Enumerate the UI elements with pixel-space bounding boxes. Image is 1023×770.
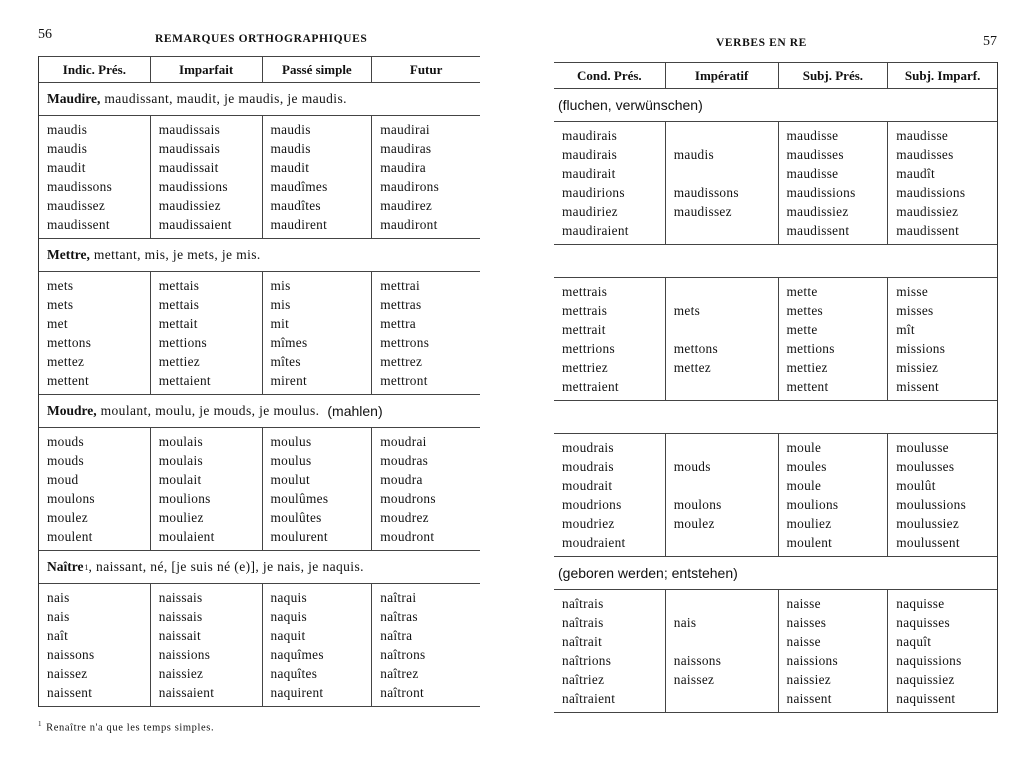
principal-parts: maudissant, maudit, je maudis, je maudis.: [104, 91, 347, 106]
verb-form: maudis: [47, 122, 88, 137]
principal-parts: moulant, moulu, je mouds, je moulus.: [100, 403, 320, 418]
tense-column: [151, 116, 263, 238]
tense-column: [372, 584, 480, 706]
verb-form: maudisse: [896, 128, 949, 143]
tense-column: [372, 272, 480, 394]
verb-form: moudrions: [562, 497, 622, 512]
tense-column: [39, 272, 151, 394]
verb-form: naîtrais: [562, 596, 604, 611]
verb-form: maudissez: [673, 204, 732, 219]
verb-form: moulus: [270, 453, 312, 468]
verb-form: moulût: [896, 478, 936, 493]
running-head: VERBES EN RE: [716, 37, 807, 49]
tense-column: [666, 434, 779, 556]
verb-form: moules: [786, 459, 827, 474]
verb-form: moulez: [673, 516, 715, 531]
tense-column: [888, 122, 997, 244]
column-header: Imparfait: [151, 57, 263, 82]
verb-form: naissons: [673, 653, 722, 668]
verb-form: moulusse: [896, 440, 949, 455]
table-header-row: [554, 62, 997, 89]
tense-column: [779, 278, 889, 400]
verb-form: moulait: [158, 472, 202, 487]
verb-form: naquis: [270, 609, 308, 624]
verb-form: naîtras: [380, 609, 418, 624]
verb-form: maudit: [47, 160, 86, 175]
verb-form: mettent: [47, 373, 89, 388]
conjugation-table: [554, 62, 998, 713]
verb-form: moulons: [673, 497, 722, 512]
verb-form: maudirai: [380, 122, 430, 137]
verb-form: naissais: [158, 609, 203, 624]
verb-form: missiez: [896, 360, 939, 375]
verb-infinitive: Maudire,: [47, 91, 101, 106]
verb-form: naîtront: [380, 685, 425, 700]
footnote: [38, 720, 214, 734]
verb-form: mette: [786, 322, 818, 337]
tense-column: [263, 584, 373, 706]
verb-form: maudis: [673, 147, 714, 162]
tense-column: [151, 428, 263, 550]
verb-form: maudis: [270, 122, 311, 137]
verb-form: [674, 533, 772, 552]
verb-form: maudirait: [562, 166, 616, 181]
tense-column: [372, 116, 480, 238]
verb-form: mît: [896, 322, 915, 337]
verb-form: moulussent: [896, 535, 960, 550]
verb-form: moulons: [47, 491, 95, 506]
verb-form: mettais: [158, 278, 200, 293]
verb-form: naissions: [786, 653, 838, 668]
principal-parts: mettant, mis, je mets, je mis.: [93, 247, 261, 262]
page-number: 56: [38, 27, 52, 42]
verb-form: naquirent: [270, 685, 324, 700]
verb-form: maudissions: [896, 185, 966, 200]
verb-form: naissiez: [786, 672, 831, 687]
tense-column: [39, 584, 151, 706]
verb-form: moudrait: [562, 478, 613, 493]
verb-form: mets: [673, 303, 701, 318]
conjugation-row: [39, 272, 480, 395]
footnote-text: Renaître n'a que les temps simples.: [46, 722, 215, 734]
verb-form: naisse: [786, 596, 821, 611]
verb-form: mettrais: [562, 303, 608, 318]
verb-form: moud: [47, 472, 79, 487]
verb-form: naissiez: [158, 666, 204, 681]
verb-form: nais: [673, 615, 697, 630]
verb-form: naîtrai: [380, 590, 417, 605]
verb-form: [674, 126, 772, 145]
verb-form: maudîtes: [270, 198, 321, 213]
tense-column: [888, 590, 997, 712]
verb-form: maudiraient: [562, 223, 629, 238]
verb-form: naissez: [673, 672, 715, 687]
conjugation-table: [38, 56, 480, 707]
verb-form: moulaient: [158, 529, 215, 544]
verb-form: naquîmes: [270, 647, 324, 662]
verb-form: moulais: [158, 453, 203, 468]
column-header: Impératif: [666, 63, 779, 88]
tense-column: [779, 590, 889, 712]
verb-form: moulions: [786, 497, 839, 512]
verb-form: maudissaient: [158, 217, 232, 232]
verb-form: moudrais: [562, 459, 614, 474]
verb-form: mets: [47, 297, 74, 312]
german-gloss: (fluchen, verwünschen): [558, 97, 703, 113]
verb-form: mettes: [786, 303, 824, 318]
footnote-reference: 1: [84, 562, 89, 572]
verb-form: mettait: [158, 316, 198, 331]
conjugation-row: [554, 590, 997, 713]
verb-form: met: [47, 316, 68, 331]
verb-form: moudront: [380, 529, 435, 544]
verb-form: mettons: [673, 341, 718, 356]
verb-form: naissait: [158, 628, 202, 643]
column-header: Passé simple: [263, 57, 373, 82]
tense-column: [263, 272, 373, 394]
verb-form: maudis: [270, 141, 311, 156]
tense-column: [39, 116, 151, 238]
verb-form: maudissions: [786, 185, 856, 200]
principal-parts: , naissant, né, [je suis né (e)], je nais, je naquis.: [88, 559, 364, 574]
verb-form: maudit: [270, 160, 310, 175]
verb-heading: [554, 401, 997, 434]
verb-form: mîmes: [270, 335, 308, 350]
verb-form: maudisses: [896, 147, 954, 162]
verb-form: naîtrions: [562, 653, 612, 668]
conjugation-row: [39, 584, 480, 707]
verb-form: moulais: [158, 434, 203, 449]
verb-form: moulut: [270, 472, 310, 487]
verb-form: [674, 689, 772, 708]
verb-form: [674, 632, 772, 651]
column-header: Indic. Prés.: [39, 57, 151, 82]
verb-form: mettons: [47, 335, 92, 350]
verb-form: maudissait: [158, 160, 219, 175]
verb-form: mis: [270, 278, 291, 293]
verb-form: maudissais: [158, 122, 221, 137]
verb-form: naîtrons: [380, 647, 426, 662]
verb-form: mettrai: [380, 278, 421, 293]
tense-column: [779, 434, 889, 556]
verb-form: maudissais: [158, 141, 221, 156]
verb-form: moulurent: [270, 529, 328, 544]
verb-form: mettez: [47, 354, 85, 369]
verb-form: maudirais: [562, 147, 618, 162]
verb-form: naquisse: [896, 596, 945, 611]
verb-form: naîtra: [380, 628, 413, 643]
verb-form: naquissent: [896, 691, 956, 706]
verb-form: maudissent: [786, 223, 850, 238]
verb-form: mettiez: [786, 360, 828, 375]
conjugation-row: [554, 278, 997, 401]
verb-form: moudrais: [562, 440, 614, 455]
verb-form: maudissez: [47, 198, 106, 213]
verb-form: moudras: [380, 453, 429, 468]
verb-form: moulûmes: [270, 491, 329, 506]
verb-form: mettaient: [158, 373, 211, 388]
verb-form: naquisses: [896, 615, 950, 630]
tense-column: [372, 428, 480, 550]
verb-form: maudissiez: [786, 204, 849, 219]
right-page: [530, 0, 1023, 770]
column-header: Subj. Prés.: [779, 63, 889, 88]
verb-form: moule: [786, 440, 822, 455]
verb-form: moudrez: [380, 510, 429, 525]
footnote-mark: 1: [38, 720, 43, 728]
verb-form: naissaient: [158, 685, 215, 700]
verb-form: [674, 320, 772, 339]
verb-form: mette: [786, 284, 818, 299]
verb-heading: [39, 83, 480, 116]
tense-column: [39, 428, 151, 550]
verb-form: naquît: [896, 634, 932, 649]
verb-form: moulûtes: [270, 510, 322, 525]
verb-form: naît: [47, 628, 69, 643]
verb-form: naquissions: [896, 653, 962, 668]
verb-form: mettrez: [380, 354, 423, 369]
verb-form: [674, 438, 772, 457]
verb-form: naîtrais: [562, 615, 604, 630]
verb-form: nais: [47, 609, 70, 624]
verb-form: maudissent: [896, 223, 960, 238]
verb-infinitive: Naître: [47, 559, 84, 574]
verb-form: mettiez: [158, 354, 200, 369]
verb-form: maudît: [896, 166, 935, 181]
verb-form: [674, 377, 772, 396]
left-page: [0, 0, 500, 770]
tense-column: [554, 122, 666, 244]
verb-heading: [554, 245, 997, 278]
verb-heading: [39, 239, 480, 272]
verb-form: mettez: [673, 360, 711, 375]
verb-heading: [554, 89, 997, 122]
verb-form: moudra: [380, 472, 423, 487]
verb-form: maudissiez: [896, 204, 959, 219]
tense-column: [666, 122, 779, 244]
verb-form: mettrions: [562, 341, 615, 356]
conjugation-row: [39, 116, 480, 239]
verb-form: moudriez: [562, 516, 615, 531]
verb-form: maudirons: [380, 179, 440, 194]
verb-form: maudirez: [380, 198, 433, 213]
verb-form: maudissons: [673, 185, 739, 200]
tense-column: [554, 590, 666, 712]
column-header: Futur: [409, 61, 443, 77]
verb-form: [674, 476, 772, 495]
verb-heading: [554, 557, 997, 590]
verb-form: naisse: [786, 634, 821, 649]
verb-form: nais: [47, 590, 70, 605]
verb-form: naquîtes: [270, 666, 318, 681]
verb-form: moule: [786, 478, 822, 493]
verb-form: mettais: [158, 297, 200, 312]
verb-form: moulions: [158, 491, 211, 506]
running-head: REMARQUES ORTHOGRAPHIQUES: [155, 33, 368, 45]
tense-column: [888, 434, 997, 556]
verb-form: [674, 282, 772, 301]
verb-heading: [39, 551, 480, 584]
verb-form: mouds: [47, 434, 84, 449]
verb-form: missent: [896, 379, 939, 394]
verb-form: moulent: [47, 529, 93, 544]
verb-form: mettras: [380, 297, 422, 312]
verb-form: moudrai: [380, 434, 427, 449]
german-gloss: (geboren werden; entstehen): [558, 565, 738, 581]
verb-form: moulusses: [896, 459, 955, 474]
verb-form: maudissent: [47, 217, 110, 232]
column-header: Cond. Prés.: [554, 63, 666, 88]
verb-form: naquis: [270, 590, 308, 605]
verb-form: mettions: [786, 341, 835, 356]
verb-form: mouds: [47, 453, 84, 468]
verb-form: naissez: [47, 666, 88, 681]
verb-form: moudraient: [562, 535, 626, 550]
verb-form: naquissiez: [896, 672, 955, 687]
verb-form: mouds: [673, 459, 711, 474]
verb-form: misse: [896, 284, 929, 299]
verb-infinitive: Moudre,: [47, 403, 97, 418]
verb-form: moulus: [270, 434, 312, 449]
verb-form: maudîmes: [270, 179, 328, 194]
tense-column: [151, 584, 263, 706]
table-header-row: [39, 56, 480, 83]
verb-form: maudiras: [380, 141, 432, 156]
verb-form: maudisse: [786, 128, 839, 143]
tense-column: [263, 428, 373, 550]
verb-form: mettraient: [562, 379, 619, 394]
verb-form: maudira: [380, 160, 426, 175]
verb-form: mouliez: [158, 510, 204, 525]
verb-form: misses: [896, 303, 934, 318]
verb-form: mettent: [786, 379, 829, 394]
verb-form: maudisse: [786, 166, 839, 181]
verb-infinitive: Mettre,: [47, 247, 90, 262]
german-gloss: (mahlen): [327, 403, 383, 419]
verb-form: moulussiez: [896, 516, 960, 531]
verb-form: mirent: [270, 373, 308, 388]
verb-form: maudissions: [158, 179, 228, 194]
verb-form: moulent: [786, 535, 833, 550]
verb-form: [674, 594, 772, 613]
verb-form: naîtriez: [562, 672, 605, 687]
verb-form: maudiront: [380, 217, 438, 232]
verb-form: mettra: [380, 316, 417, 331]
verb-form: maudiriez: [562, 204, 618, 219]
conjugation-row: [554, 434, 997, 557]
verb-form: [674, 221, 772, 240]
verb-form: mettrait: [562, 322, 606, 337]
verb-form: naîtraient: [562, 691, 616, 706]
tense-column: [666, 590, 779, 712]
verb-form: mets: [47, 278, 74, 293]
verb-form: moulussions: [896, 497, 967, 512]
verb-form: naissent: [47, 685, 93, 700]
verb-form: maudis: [47, 141, 88, 156]
verb-form: mouliez: [786, 516, 832, 531]
verb-form: maudissons: [47, 179, 113, 194]
verb-form: mettions: [158, 335, 207, 350]
verb-form: maudirais: [562, 128, 618, 143]
tense-column: [666, 278, 779, 400]
verb-form: mettriez: [562, 360, 608, 375]
verb-form: naissais: [158, 590, 203, 605]
tense-column: [888, 278, 997, 400]
column-header: Subj. Imparf.: [904, 67, 981, 83]
verb-form: mîtes: [270, 354, 301, 369]
conjugation-row: [39, 428, 480, 551]
conjugation-row: [554, 122, 997, 245]
tense-column: [151, 272, 263, 394]
verb-form: naquit: [270, 628, 306, 643]
verb-form: missions: [896, 341, 946, 356]
verb-form: mettrons: [380, 335, 430, 350]
verb-form: naisses: [786, 615, 827, 630]
verb-form: mettront: [380, 373, 428, 388]
verb-form: moudrons: [380, 491, 436, 506]
verb-form: mettrais: [562, 284, 608, 299]
verb-form: maudirent: [270, 217, 328, 232]
verb-form: mit: [270, 316, 290, 331]
page-number: 57: [983, 34, 997, 49]
verb-form: maudissiez: [158, 198, 221, 213]
verb-form: moulez: [47, 510, 88, 525]
verb-form: naissions: [158, 647, 211, 662]
verb-form: naissent: [786, 691, 832, 706]
tense-column: [263, 116, 373, 238]
verb-form: [674, 164, 772, 183]
verb-form: naissons: [47, 647, 95, 662]
verb-form: maudirions: [562, 185, 625, 200]
verb-form: maudisses: [786, 147, 844, 162]
tense-column: [554, 278, 666, 400]
verb-form: naîtrait: [562, 634, 603, 649]
verb-form: naîtrez: [380, 666, 419, 681]
verb-heading: [39, 395, 480, 428]
tense-column: [554, 434, 666, 556]
tense-column: [779, 122, 889, 244]
verb-form: mis: [270, 297, 291, 312]
